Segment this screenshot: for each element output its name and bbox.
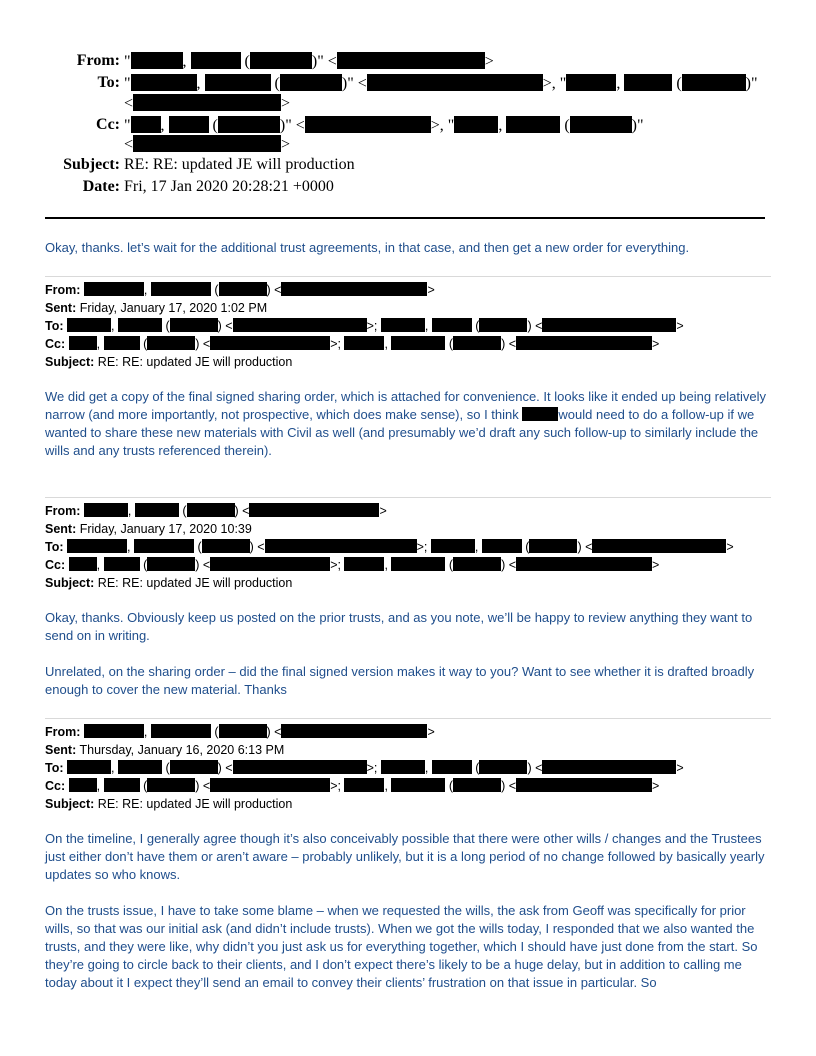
quoted-from-row: From: , ( ) < > <box>45 725 435 739</box>
quoted-from-row: From: , ( ) < > <box>45 283 435 297</box>
redaction <box>249 503 379 517</box>
redaction <box>432 760 472 774</box>
redaction <box>218 116 280 133</box>
quoted-subject-row: Subject: RE: RE: updated JE will production <box>45 576 293 590</box>
redaction <box>67 760 111 774</box>
message-body: Okay, thanks. let’s wait for the additional trust agreements, in that case, and then get a new order for everything. <box>45 240 690 255</box>
redaction <box>210 336 330 350</box>
redaction <box>381 318 425 332</box>
quoted-to-row: To: , ( ) < >; , ( ) < > <box>45 540 734 554</box>
redaction <box>391 336 445 350</box>
quoted-subject-row: Subject: RE: RE: updated JE will production <box>45 355 293 369</box>
redaction <box>522 407 558 421</box>
redaction <box>67 318 111 332</box>
redaction <box>210 557 330 571</box>
redaction <box>453 557 501 571</box>
redaction <box>131 74 197 91</box>
quoted-subject-row: Subject: RE: RE: updated JE will production <box>45 797 293 811</box>
redaction <box>391 557 445 571</box>
redaction <box>233 318 367 332</box>
quoted-from-row: From: , ( ) < > <box>45 504 387 518</box>
redaction <box>592 539 726 553</box>
redaction <box>84 503 128 517</box>
redaction <box>570 116 632 133</box>
redaction <box>104 557 140 571</box>
header-subject-label: Subject: <box>63 156 120 173</box>
redaction <box>506 116 560 133</box>
header-from-value: " , ( )" < > <box>124 53 494 70</box>
redaction <box>187 503 235 517</box>
redaction <box>281 724 427 738</box>
quoted-header <box>45 281 785 371</box>
redaction <box>682 74 746 91</box>
redaction <box>367 74 543 91</box>
redaction <box>479 760 527 774</box>
redaction <box>432 318 472 332</box>
redaction <box>69 557 97 571</box>
quoted-cc-row: Cc: , ( ) < >; , ( ) < > <box>45 558 660 572</box>
message-divider <box>45 718 771 719</box>
redaction <box>624 74 672 91</box>
message-divider <box>45 497 771 498</box>
redaction <box>337 52 485 69</box>
redaction <box>134 539 194 553</box>
redaction <box>344 557 384 571</box>
redaction <box>210 778 330 792</box>
message-body: On the trusts issue, I have to take some blame – when we requested the wills, the ask from Geoff was specifically for prior wills, so that was our initial ask (and didn’t include trusts). When we got the wills today, I responded that we also wanted the trusts, and they were like, why didn’t you just ask us for everything together, which I should have just done from the start. So they’re going to circle back to their clients, and I don’t expect there’s likely to be a huge delay, but in addition to calling me today about it I expect they’ll send an email to convey their clients’ frustration on that issue in particular. So <box>45 903 758 990</box>
redaction <box>104 336 140 350</box>
header-subject-value: RE: RE: updated JE will production <box>124 156 355 173</box>
redaction <box>482 539 522 553</box>
quoted-cc-row: Cc: , ( ) < >; , ( ) < > <box>45 779 660 793</box>
redaction <box>305 116 431 133</box>
redaction <box>84 724 144 738</box>
message-body: We did get a copy of the final signed sharing order, which is attached for convenience. It looks like it ended up being relatively narrow (and more importantly, not prospective, which does make sense), so I think would need to do a follow-up if we wanted to share these new materials with Civil as well (and presumably we’d draft any such follow-up to similarly include the wills and any trusts referenced therein). <box>45 389 766 458</box>
redaction <box>516 557 652 571</box>
message-body: Okay, thanks. Obviously keep us posted on the prior trusts, and as you note, we’ll be happy to review anything they want to send on in writing. <box>45 610 753 643</box>
redaction <box>147 557 195 571</box>
redaction <box>453 336 501 350</box>
redaction <box>344 336 384 350</box>
redaction <box>391 778 445 792</box>
redaction <box>344 778 384 792</box>
redaction <box>453 778 501 792</box>
header-to-value: " , ( )" < >, " , ( )" <box>124 75 758 92</box>
redaction <box>133 94 281 111</box>
redaction <box>280 74 342 91</box>
header-cc-value: " , ( )" < >, " , ( )" <box>124 117 644 134</box>
redaction <box>169 116 209 133</box>
redaction <box>118 318 162 332</box>
redaction <box>84 282 144 296</box>
redaction <box>205 74 271 91</box>
header-to-label: To: <box>97 74 120 91</box>
quoted-header <box>45 723 785 813</box>
redaction <box>151 282 211 296</box>
redaction <box>219 282 267 296</box>
quoted-cc-row: Cc: , ( ) < >; , ( ) < > <box>45 337 660 351</box>
redaction <box>131 52 183 69</box>
redaction <box>69 778 97 792</box>
redaction <box>170 760 218 774</box>
redaction <box>135 503 179 517</box>
redaction <box>281 282 427 296</box>
redaction <box>250 52 312 69</box>
redaction <box>131 116 161 133</box>
redaction <box>69 336 97 350</box>
quoted-sent-row: Sent: Friday, January 17, 2020 10:39 <box>45 522 252 536</box>
redaction <box>542 760 676 774</box>
redaction <box>516 778 652 792</box>
redaction <box>454 116 498 133</box>
redaction <box>381 760 425 774</box>
message-body: Unrelated, on the sharing order – did the final signed version makes it way to you? Want to see whether it is drafted broadly enough to cover the new material. Thanks <box>45 664 755 697</box>
quoted-to-row: To: , ( ) < >; , ( ) < > <box>45 319 684 333</box>
redaction <box>147 336 195 350</box>
redaction <box>529 539 577 553</box>
quoted-sent-row: Sent: Thursday, January 16, 2020 6:13 PM <box>45 743 285 757</box>
email-page: From: " , ( )" < > To: " , ( )" < >, " , ( )" < > Cc: " , ( )" < >, " , ( )" < > Subject: RE: RE: updated JE will production Date: Fri, 17 Jan 2020 20:28:21 +0000 Okay, thanks. let’s wait for the additional trust agreements, in that case, and then get a new order for everything. From: , ( ) < > Sent: Friday, January 17, 2020 1:02 PM To: , ( ) < >; , ( ) < > Cc: , ( ) < >; , ( ) < > Subject: RE: RE: updated JE will production We did get a copy of the final signed sharing order, which is attached for convenience. It looks like it ended up being relatively narrow (and more importantly, not prospective, which does make sense), so I think would need to do a follow-up if we wanted to share these new materials with Civil as well (and presumably we’d draft any such follow-up to similarly include the wills and any trusts referenced therein). From: , ( ) < > Sent: Friday, January 17, 2020 10:39 To: , ( ) < >; , ( ) < > Cc: , ( ) < >; , ( ) < > Subject: RE: RE: updated JE will production Okay, thanks. Obviously keep us posted on the prior trusts, and as you note, we’ll be happy to review anything they want to send on in writing. Unrelated, on the sharing order – did the final signed version makes it way to you? Want to see whether it is drafted broadly enough to cover the new material. Thanks From: , ( ) < > Sent: Thursday, January 16, 2020 6:13 PM To: , ( ) < >; , ( ) < > Cc: , ( ) < >; , ( ) < > Subject: RE: RE: updated JE will production On the timeline, I generally agree though it’s also conceivably possible that there were other wills / changes and the Trustees just either don’t have them or aren’t aware – probably unlikely, but it is a long period of no change followed by basically yearly updates so who knows. On the trusts issue, I have to take some blame – when we requested the wills, the ask from Geoff was specifically for prior wills, so that was our initial ask (and didn’t include trusts). When we got the wills today, I responded that we also wanted the trusts, and they were like, why didn’t you just ask us for everything together, which I should have just done from the start. So they’re going to circle back to their clients, and I don’t expect there’s likely to be a huge delay, but in addition to calling me today about it I expect they’ll send an email to convey their clients’ frustration on that issue in particular. So <box>0 0 816 1056</box>
redaction <box>233 760 367 774</box>
redaction <box>542 318 676 332</box>
header-date-label: Date: <box>82 178 120 195</box>
header-cc-label: Cc: <box>96 116 120 133</box>
message-body: On the timeline, I generally agree though it’s also conceivably possible that there were other wills / changes and the Trustees just either don’t have them or aren’t aware – probably unlikely, but it is a long period of no change followed by basically yearly updates so who knows. <box>45 831 765 882</box>
redaction <box>479 318 527 332</box>
redaction <box>566 74 616 91</box>
redaction <box>170 318 218 332</box>
header-from-label: From: <box>76 52 120 69</box>
redaction <box>265 539 417 553</box>
redaction <box>202 539 250 553</box>
header-date-value: Fri, 17 Jan 2020 20:28:21 +0000 <box>124 178 334 195</box>
redaction <box>118 760 162 774</box>
redaction <box>147 778 195 792</box>
redaction <box>67 539 127 553</box>
redaction <box>133 135 281 152</box>
quoted-sent-row: Sent: Friday, January 17, 2020 1:02 PM <box>45 301 268 315</box>
redaction <box>151 724 211 738</box>
redaction <box>104 778 140 792</box>
redaction <box>516 336 652 350</box>
quoted-to-row: To: , ( ) < >; , ( ) < > <box>45 761 684 775</box>
header-divider <box>45 217 765 219</box>
quoted-header <box>45 502 785 592</box>
redaction <box>191 52 241 69</box>
message-divider <box>45 276 771 277</box>
redaction <box>219 724 267 738</box>
redaction <box>431 539 475 553</box>
